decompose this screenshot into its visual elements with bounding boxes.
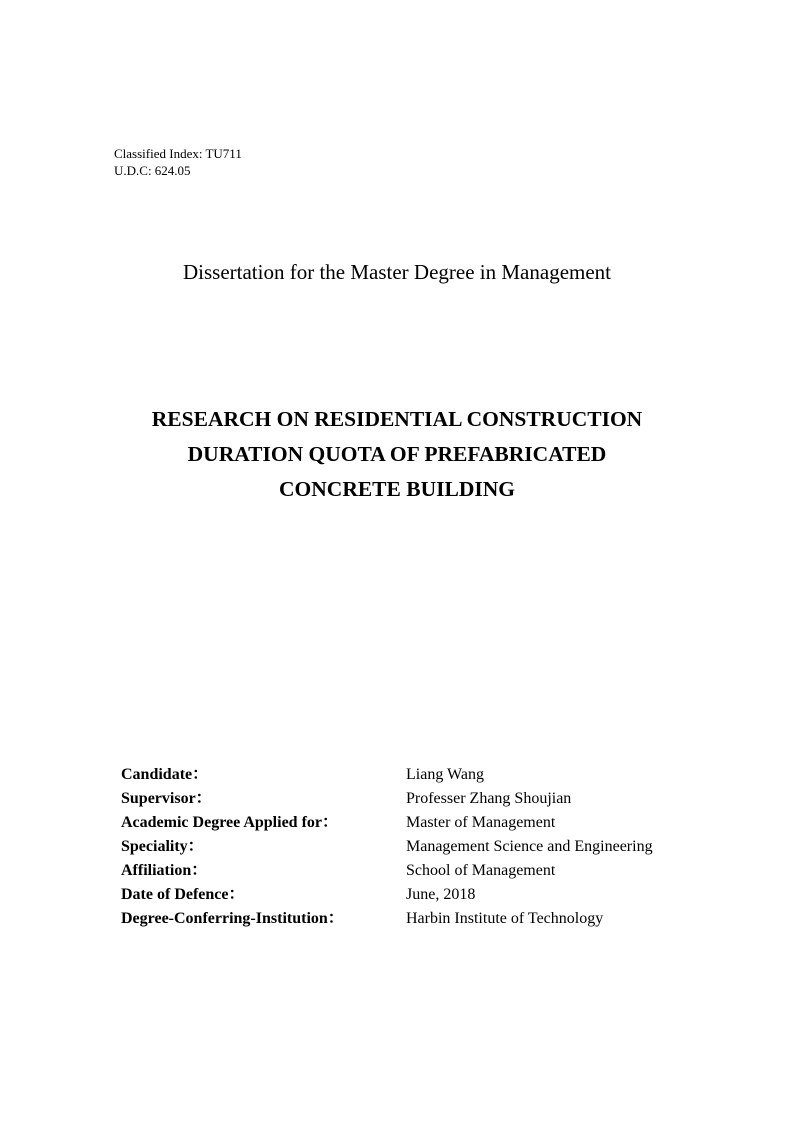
- info-row-affiliation: [121, 859, 653, 883]
- info-label: Candidate：: [121, 766, 209, 783]
- info-label: Supervisor：: [121, 790, 212, 807]
- info-value: June, 2018: [406, 886, 476, 903]
- degree-line: Dissertation for the Master Degree in Management: [182, 260, 612, 284]
- title-line: CONCRETE BUILDING: [279, 477, 515, 501]
- title-line: DURATION QUOTA OF PREFABRICATED: [187, 442, 607, 466]
- info-label: Degree-Conferring-Institution：: [121, 910, 344, 927]
- info-value: Liang Wang: [406, 766, 484, 783]
- info-row-candidate: [121, 763, 653, 787]
- info-row-speciality: [121, 835, 653, 859]
- info-label: Speciality：: [121, 838, 204, 855]
- info-label: Academic Degree Applied for：: [121, 814, 338, 831]
- title-line: RESEARCH ON RESIDENTIAL CONSTRUCTION: [151, 407, 643, 431]
- dissertation-title: [0, 402, 794, 507]
- classified-index: Classified Index: TU711: [114, 146, 242, 161]
- info-row-date-of-defence: [121, 883, 653, 907]
- info-row-supervisor: [121, 787, 653, 811]
- info-label: Date of Defence：: [121, 886, 245, 903]
- info-row-institution: [121, 907, 653, 931]
- info-value: Management Science and Engineering: [406, 838, 653, 855]
- info-row-academic-degree: [121, 811, 653, 835]
- info-label: Affiliation：: [121, 862, 208, 879]
- candidate-info-table: [121, 763, 653, 931]
- info-value: Master of Management: [406, 814, 556, 831]
- info-value: Harbin Institute of Technology: [406, 910, 604, 927]
- info-value: Professer Zhang Shoujian: [406, 790, 572, 807]
- info-value: School of Management: [406, 862, 556, 879]
- classification-block: [114, 145, 242, 179]
- udc-code: U.D.C: 624.05: [114, 163, 191, 178]
